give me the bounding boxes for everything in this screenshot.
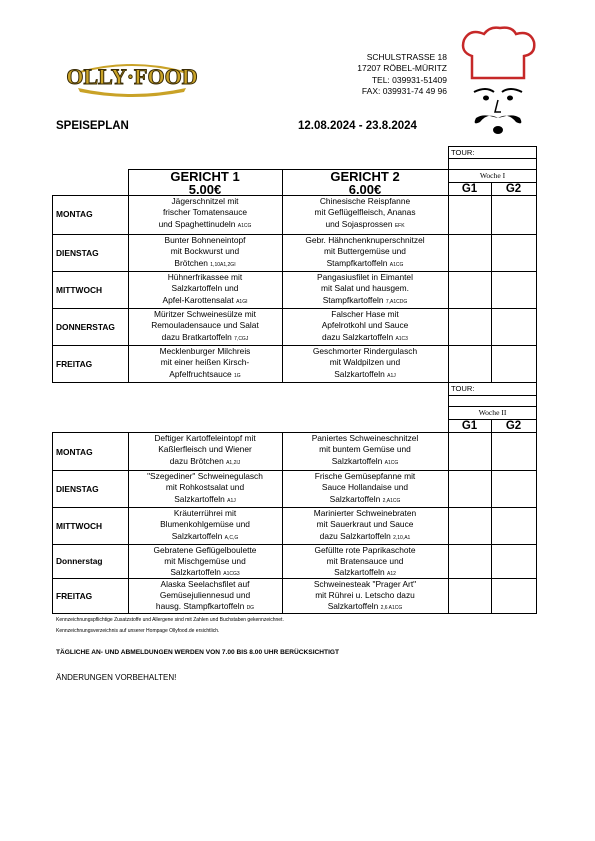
allergen-code: 2,6 A1CG [380,605,403,611]
chef-icon [458,26,538,136]
gericht2-header [282,170,448,196]
menu-item-gericht1: Gebratene Geflügelboulette mit Mischgemüse und Salzkartoffeln A1CG3 [153,545,257,577]
allergen-code: A,C,G [224,534,239,541]
date-range: 12.08.2024 - 23.8.2024 [298,120,417,132]
gericht1-name: GERICHT 1 [170,169,240,184]
tour-label-week1: TOUR: [451,148,475,157]
tour-label-week2: TOUR: [451,384,475,393]
allergen-code: 7,CGJ [234,335,249,342]
allergen-code: A1J [387,372,396,379]
menu-item-gericht1: Kräuterrührei mit Blumenkohlgemüse und Salzkartoffeln A,C,G [160,508,250,541]
menu-item-gericht2: Chinesische Reispfanne mit Geflügelfleisch, Ananas und Sojasprossen EFK [314,196,416,229]
day-label: FREITAG [56,359,93,369]
menu-item-gericht2: Marinierter Schweinebraten mit Sauerkraut und Sauce dazu Salzkartoffeln 2,10,A1 [313,508,417,541]
menu-item-gericht2: Frische Gemüsepfanne mit Sauce Hollandaise und Salzkartoffeln 2,A1CG [314,471,416,504]
allergen-code: A1CG3 [223,571,240,577]
allergen-reference-note: Kennzeichnungsverzeichnis auf unserer Hompage Ollyfood.de ersichtlich. [56,628,220,634]
menu-item-gericht2: Gefüllte rote Paprikaschote mit Bratensauce und Salzkartoffeln A12 [314,545,416,577]
allergen-code: A12 [387,571,396,577]
allergen-code: A1C3 [395,335,408,342]
day-label: FREITAG [56,591,93,601]
allergen-code: A1GI [236,298,248,305]
day-label: Donnerstag [56,556,103,566]
menu-item-gericht1: Alaska Seelachsfilet auf Gemüsejuliennesud und hausg. Stampfkartoffeln DG [155,579,255,611]
changes-reserved-note: ÄNDERUNGEN VORBEHALTEN! [56,673,177,682]
allergen-code: DG [246,605,255,611]
menu-item-gericht2: Schweinesteak "Prager Art" mit Rührei u. Letscho dazu Salzkartoffeln 2,6 A1CG [313,579,417,611]
menu-item-gericht2: Geschmorter Rindergulasch mit Waldpilzen und Salzkartoffeln A1J [312,346,418,379]
menu-item-gericht1: Hühnerfrikassee mit Salzkartoffeln und Apfel-Karottensalat A1GI [162,272,248,305]
gericht1-price: 5.00€ [188,182,222,197]
menu-item-gericht2: Pangasiusfilet in Eimantel mit Salat und hausgem. Stampfkartoffeln 7,A1CDG [317,272,413,305]
day-label: MONTAG [56,209,93,219]
menu-item-gericht2: Gebr. Hähnchenknuperschnitzel mit Buttergemüse und Stampfkartoffeln A1CG [305,235,425,268]
menu-item-gericht1: Müritzer Schweinesülze mit Remouladensauce und Salat dazu Bratkartoffeln 7,CGJ [151,309,259,342]
address-phone: TEL: 039931-51409 [371,74,447,85]
menu-item-gericht1: "Szegediner" Schweinegulasch mit Rohkostsalat und Salzkartoffeln A1J [147,471,263,504]
gericht2-name: GERICHT 2 [330,169,400,184]
registration-notice: TÄGLICHE AN- UND ABMELDUNGEN WERDEN VON 7.00 BIS 8.00 UHR BERÜCKSICHTIGT [56,649,340,656]
g1-header: G1 [461,183,478,195]
allergen-code: A1,2IJ [226,459,241,466]
day-label: MITTWOCH [56,521,103,531]
gericht1-header [128,170,282,196]
menu-item-gericht2: Paniertes Schweineschnitzel mit buntem Gemüse und Salzkartoffeln A1CG [311,433,419,466]
day-label: DIENSTAG [56,484,99,494]
allergen-code: 2,A1CG [382,497,401,504]
allergen-code: 1,10A1,2GI [210,261,236,268]
g2-header: G2 [505,420,522,432]
logo-text: OLLY·FOOD [66,64,198,89]
company-address [300,52,447,97]
menu-item-gericht1: Mecklenburger Milchreis mit einer heißen Kirsch- Apfelfruchtsauce 1G [159,346,251,379]
page-title: SPEISEPLAN [56,120,129,132]
day-label: DIENSTAG [56,248,99,258]
week2-label: Woche II [478,408,507,417]
menu-item-gericht1: Jägerschnitzel mit frischer Tomatensauce und Spaghettinudeln A1CG [158,196,252,229]
allergen-code: A1J [227,497,236,504]
allergen-code: 2,10,A1 [393,534,411,541]
day-label: MITTWOCH [56,285,103,295]
g2-header: G2 [505,183,522,195]
allergen-code: 1G [234,372,241,379]
ollyfood-logo [66,52,198,100]
address-street: SCHULSTRASSE 18 [366,52,447,62]
g1-header: G1 [461,420,478,432]
allergen-code: EFK [394,222,405,229]
address-city: 17207 RÖBEL-MÜRITZ [357,63,447,74]
day-label: MONTAG [56,447,93,457]
gericht2-price: 6.00€ [348,182,382,197]
week1-label: Woche I [479,171,506,180]
menu-item-gericht2: Falscher Hase mit Apfelrotkohl und Sauce dazu Salzkartoffeln A1C3 [321,309,409,342]
allergen-code: A1CG [389,261,404,268]
menu-item-gericht1: Bunter Bohneneintopf mit Bockwurst und Brötchen 1,10A1,2GI [164,235,246,268]
allergen-code: 7,A1CDG [385,298,408,305]
allergen-note: Kennzeichnungspflichtige Zusatzstoffe und Allergene sind mit Zahlen und Buchstaben gekennzeichnet. [56,617,284,623]
allergen-code: A1CG [384,459,399,466]
menu-item-gericht1: Deftiger Kartoffeleintopf mit Kaßlerfleisch und Wiener dazu Brötchen A1,2IJ [154,433,256,466]
address-fax: FAX: 039931-74 49 96 [361,85,447,96]
day-label: DONNERSTAG [56,322,115,332]
allergen-code: A1CG [237,222,252,229]
